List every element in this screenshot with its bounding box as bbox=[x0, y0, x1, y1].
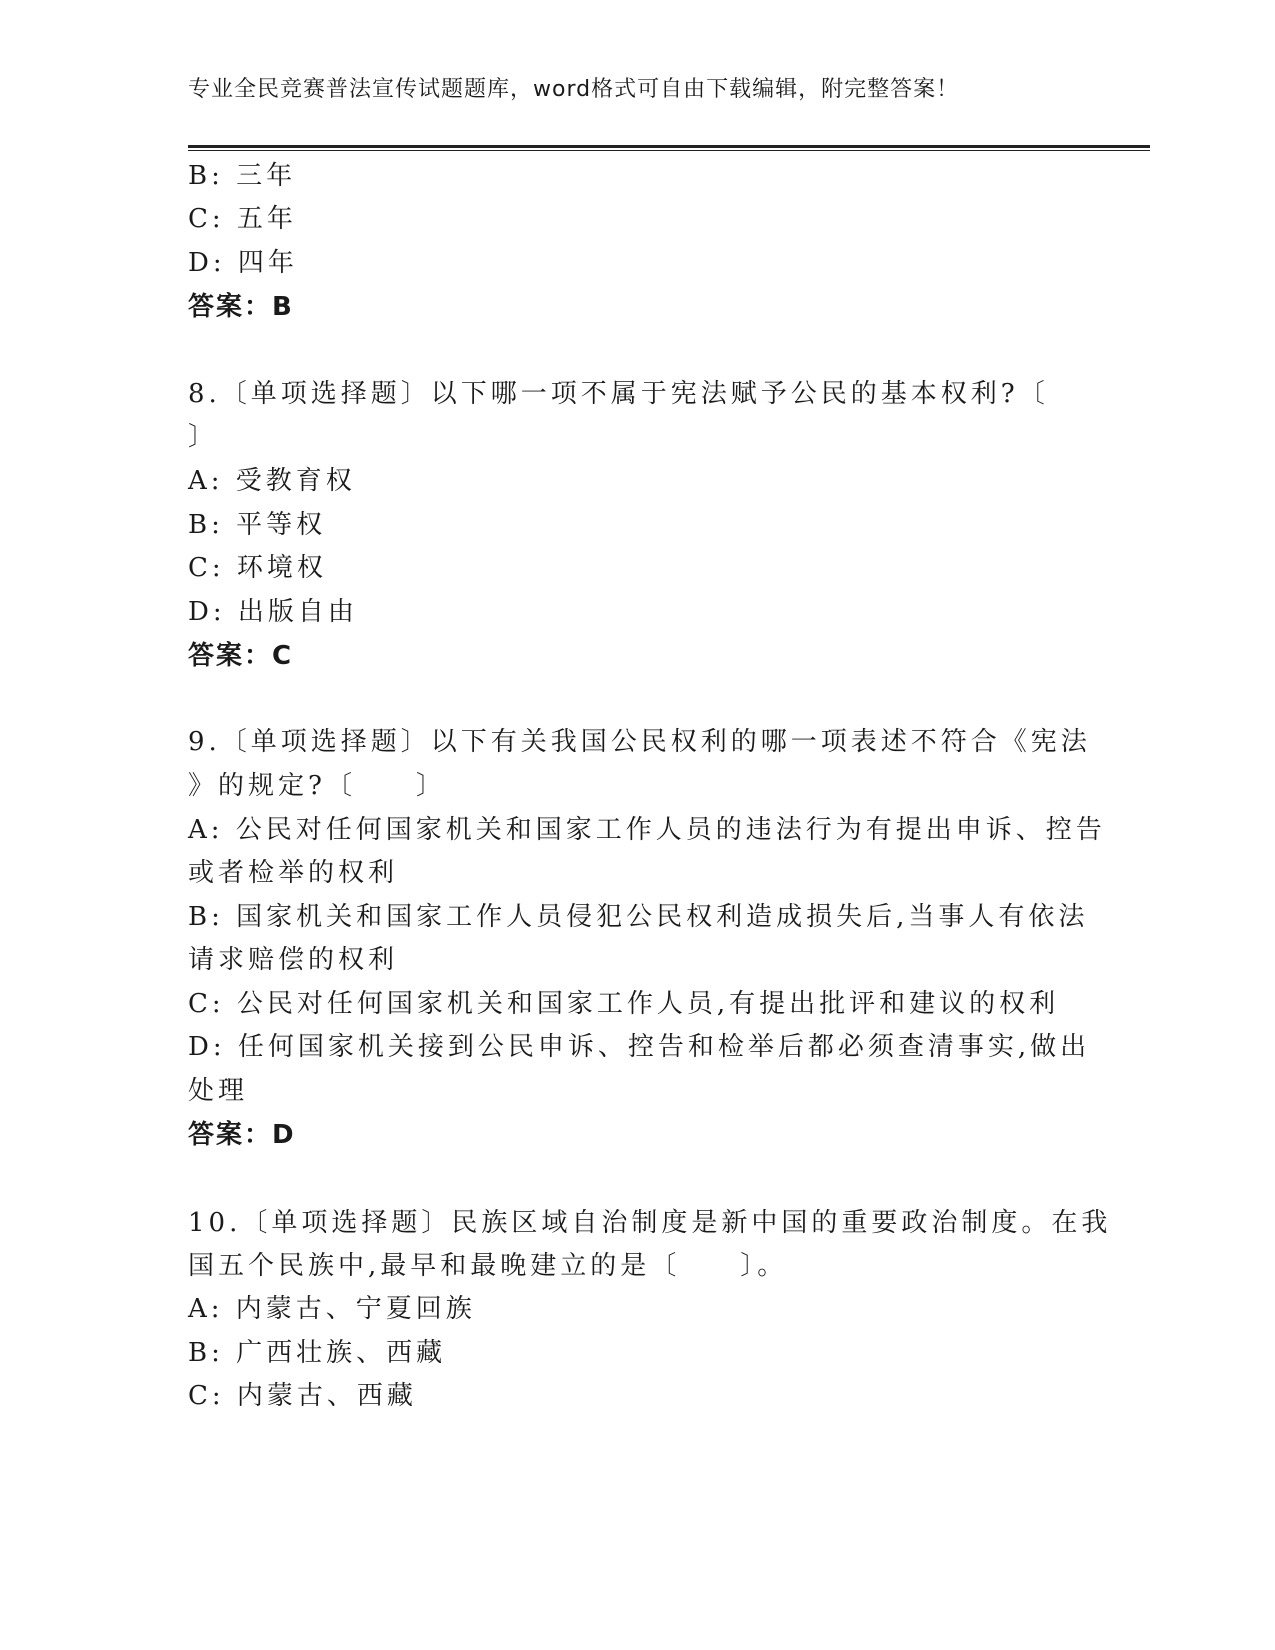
option-b-cont: 请求赔偿的权利 bbox=[188, 945, 399, 975]
question-8-text-cont: 〕 bbox=[188, 422, 219, 452]
option-b: B: 平等权 bbox=[188, 510, 327, 540]
question-9-text-cont: 》的规定?〔 〕 bbox=[188, 771, 446, 801]
option-c: C: 环境权 bbox=[188, 553, 327, 583]
option-c: C: 内蒙古、西藏 bbox=[188, 1381, 417, 1411]
option-d: D: 任何国家机关接到公民申诉、控告和检举后都必须查清事实,做出 bbox=[188, 1032, 1091, 1062]
answer: 答案：C bbox=[188, 641, 294, 671]
answer: 答案：B bbox=[188, 292, 294, 322]
option-d-cont: 处理 bbox=[188, 1076, 249, 1106]
option-b: B: 广西壮族、西藏 bbox=[188, 1338, 447, 1368]
question-9-text: 9.〔单项选择题〕以下有关我国公民权利的哪一项表述不符合《宪法 bbox=[188, 727, 1091, 757]
page-header: 专业全民竞赛普法宣传试题题库，word格式可自由下载编辑，附完整答案！ bbox=[188, 77, 960, 102]
option-a: A: 受教育权 bbox=[188, 466, 356, 496]
header-rule-thin bbox=[188, 150, 1150, 151]
option-a: A: 公民对任何国家机关和国家工作人员的违法行为有提出申诉、控告 bbox=[188, 815, 1106, 845]
option-d: D: 四年 bbox=[188, 248, 298, 278]
option-b: B: 三年 bbox=[188, 161, 297, 191]
question-10-text-cont: 国五个民族中,最早和最晚建立的是〔 〕。 bbox=[188, 1251, 788, 1281]
option-a-cont: 或者检举的权利 bbox=[188, 858, 399, 888]
header-rule-thick bbox=[188, 145, 1150, 148]
question-8-text: 8.〔单项选择题〕以下哪一项不属于宪法赋予公民的基本权利?〔 bbox=[188, 379, 1049, 409]
option-c: C: 公民对任何国家机关和国家工作人员,有提出批评和建议的权利 bbox=[188, 989, 1060, 1019]
option-d: D: 出版自由 bbox=[188, 597, 358, 627]
option-a: A: 内蒙古、宁夏回族 bbox=[188, 1294, 476, 1324]
option-c: C: 五年 bbox=[188, 204, 297, 234]
answer: 答案：D bbox=[188, 1120, 296, 1150]
option-b: B: 国家机关和国家工作人员侵犯公民权利造成损失后,当事人有依法 bbox=[188, 902, 1089, 932]
question-10-text: 10.〔单项选择题〕民族区域自治制度是新中国的重要政治制度。在我 bbox=[188, 1208, 1112, 1238]
